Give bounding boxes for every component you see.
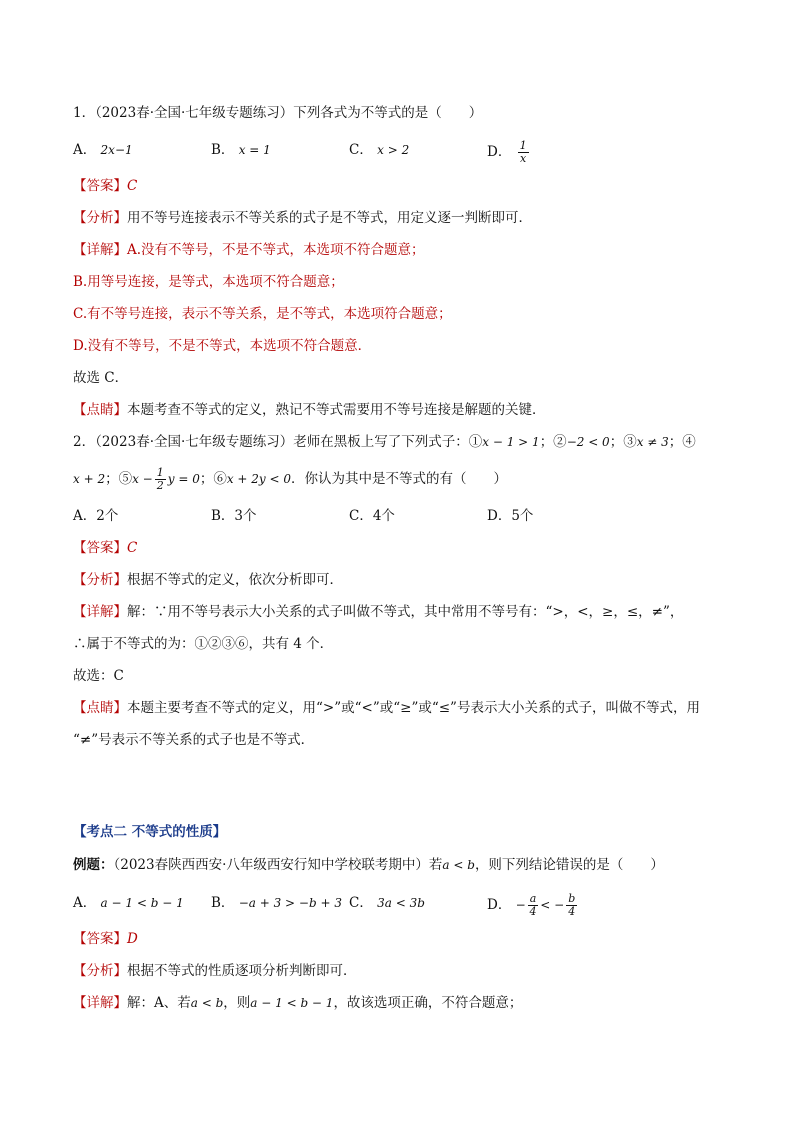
fraction: $\frac{1}{x}$: [519, 139, 527, 165]
q1-comment: 【点睛】本题考查不等式的定义，熟记不等式需要用不等号连接是解题的关键．: [73, 402, 546, 418]
q1-answer: 【答案】C: [73, 178, 138, 194]
q2-detail-2: ∴属于不等式的为：①②③⑥，共有 4 个．: [73, 636, 334, 652]
q1-detail: 【详解】A.没有不等号，不是不等式，本选项不符合题意；: [73, 242, 425, 258]
q1-analysis: 【分析】用不等号连接表示不等关系的式子是不等式，用定义逐一判断即可．: [73, 210, 532, 226]
q2-options: [73, 506, 733, 526]
fraction: $\frac{a}{4}$: [529, 892, 537, 918]
q2-option-a: A．2个: [73, 508, 119, 524]
q3-option-b: B． −a + 3 > −b + 3: [211, 895, 342, 911]
q2-analysis: 【分析】根据不等式的定义，依次分析即可．: [73, 572, 343, 588]
q3-stem: 例题：（2023春陕西西安·八年级西安行知中学校联考期中）若a < b，则下列结论错误的是（ ）: [73, 857, 664, 873]
q2-comment: 【点睛】本题主要考查不等式的定义，用“>”或“<”或“≥”或“≤”号表示大小关系的式子，叫做不等式，用: [73, 700, 700, 716]
q1-option-c: C． x > 2: [349, 142, 410, 158]
q1-choose: 故选 C．: [73, 370, 129, 386]
q1-detail-d: D.没有不等号，不是不等式，本选项不符合题意．: [73, 338, 372, 354]
q3-option-a: A． a − 1 < b − 1: [73, 895, 184, 911]
fraction: $\frac{1}{2}$: [156, 466, 164, 492]
q1-options: [73, 140, 733, 165]
q3-option-d: D． − $\frac{a}{4}$ < − $\frac{b}{4}$: [487, 892, 576, 918]
q3-answer: 【答案】D: [73, 931, 138, 947]
q2-answer: 【答案】C: [73, 540, 138, 556]
q1-option-a: A． 2x−1: [73, 142, 133, 158]
q2-detail: 【详解】解：∵用不等号表示大小关系的式子叫做不等式，其中常用不等号有：“>，<，≥，≤，≠”，: [73, 604, 684, 620]
q1-option-d: D． $\frac{1}{x}$: [487, 139, 527, 165]
section-heading: 【考点二 不等式的性质】: [73, 824, 227, 840]
q2-choose: 故选：C: [73, 668, 124, 684]
q1-stem: 1．（2023春·全国·七年级专题练习）下列各式为不等式的是（ ）: [73, 105, 483, 121]
q2-option-d: D．5个: [487, 508, 534, 524]
q3-options: [73, 893, 733, 918]
q2-comment-2: “≠”号表示不等关系的式子也是不等式．: [73, 732, 315, 748]
q2-stem-line2: x + 2；⑤x − $\frac{1}{2}$ y = 0；⑥x + 2y < 0．你认为其中是不等式的有（ ）: [73, 466, 508, 492]
q1-option-b: B． x = 1: [211, 142, 271, 158]
q3-option-c: C． 3a < 3b: [349, 895, 425, 911]
fraction: $\frac{b}{4}$: [568, 892, 576, 918]
q3-analysis: 【分析】根据不等式的性质逐项分析判断即可．: [73, 963, 357, 979]
q3-detail: 【详解】解：A、若a < b，则a − 1 < b − 1，故该选项正确，不符合题意；: [73, 995, 523, 1011]
q1-detail-b: B.用等号连接，是等式，本选项不符合题意；: [73, 274, 344, 290]
q1-detail-c: C.有不等号连接，表示不等关系，是不等式，本选项符合题意；: [73, 306, 452, 322]
q2-option-c: C．4个: [349, 508, 395, 524]
q2-stem-line1: 2．（2023春·全国·七年级专题练习）老师在黑板上写了下列式子：①x − 1 > 1；②−2 < 0；③x ≠ 3；④: [73, 434, 696, 450]
q2-option-b: B．3个: [211, 508, 257, 524]
